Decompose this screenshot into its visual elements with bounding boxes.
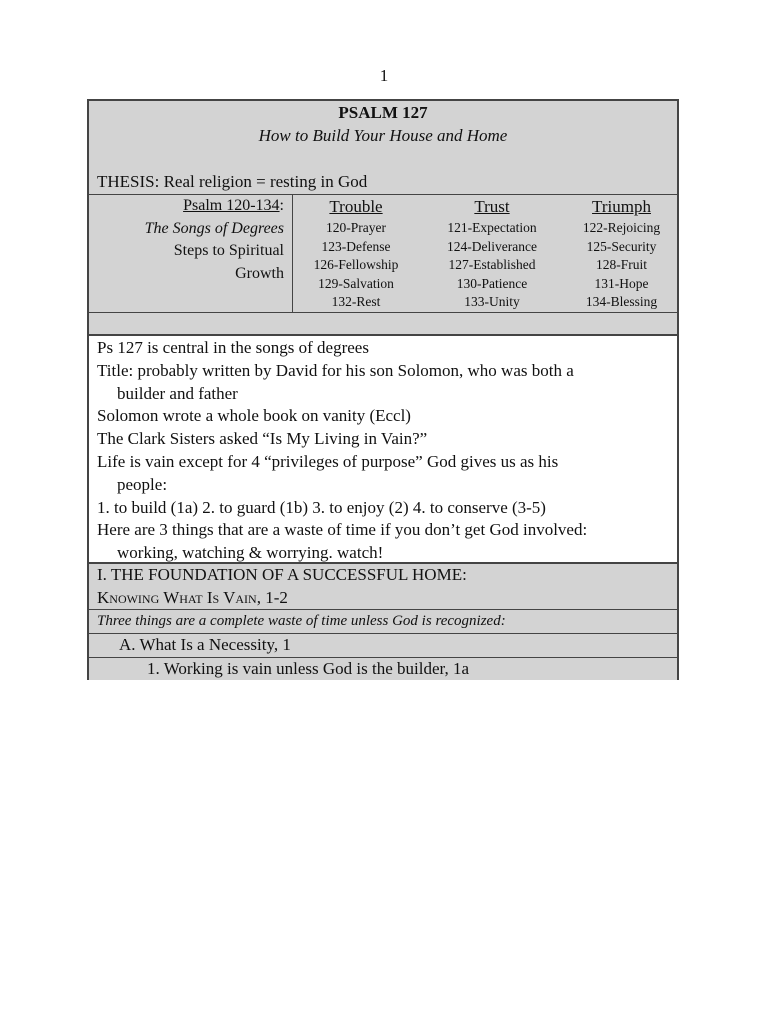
psalm-range: Psalm 120-134 bbox=[183, 197, 280, 214]
list-item: 132-Rest bbox=[331, 294, 381, 310]
list-item: 128-Fruit bbox=[595, 257, 647, 273]
list-item: 126-Fellowship bbox=[313, 257, 399, 273]
spacer-row bbox=[89, 312, 677, 336]
intro-line: Life is vain except for 4 “privileges of purpose” God gives us as his bbox=[97, 451, 559, 471]
intro-notes bbox=[89, 336, 677, 562]
songs-of-degrees-label: The Songs of Degrees bbox=[144, 219, 284, 237]
intro-line: working, watching & worrying. watch! bbox=[117, 543, 384, 563]
intro-line: Here are 3 things that are a waste of time if you don’t get God involved: bbox=[97, 520, 588, 540]
steps-label: Psalm 120-134: The Songs of Degrees Steps to Spiritual Growth bbox=[89, 195, 293, 312]
trust-column bbox=[418, 195, 566, 312]
section-heading bbox=[89, 562, 677, 609]
list-item: 133-Unity bbox=[464, 294, 520, 310]
list-item: 123-Defense bbox=[321, 238, 391, 254]
list-item: 127-Established bbox=[448, 257, 536, 273]
page-number: 1 bbox=[379, 66, 389, 85]
column-heading: Triumph bbox=[592, 197, 651, 216]
list-item: 130-Patience bbox=[456, 275, 528, 291]
page-title: PSALM 127 bbox=[338, 103, 428, 122]
steps-label-line1: Steps to Spiritual bbox=[173, 242, 284, 259]
intro-line: Title: probably written by David for his son Solomon, who was both a bbox=[97, 360, 574, 380]
outline-table bbox=[87, 99, 679, 680]
intro-line: 1. to build (1a) 2. to guard (1b) 3. to enjoy (2) 4. to conserve (3-5) bbox=[97, 497, 546, 517]
table-header bbox=[89, 101, 677, 194]
steps-label-line2: Growth bbox=[235, 264, 284, 282]
intro-line: builder and father bbox=[117, 383, 238, 403]
intro-line: people: bbox=[117, 474, 168, 494]
songs-of-degrees-table bbox=[89, 194, 677, 312]
section-note: Three things are a complete waste of time unless God is recognized: bbox=[89, 609, 677, 633]
thesis-text: THESIS: Real religion = resting in God bbox=[97, 172, 368, 191]
list-item: 120-Prayer bbox=[326, 220, 386, 235]
intro-line: Solomon wrote a whole book on vanity (Eccl) bbox=[97, 406, 411, 426]
column-heading: Trust bbox=[474, 197, 510, 216]
outline-point-a: A. What Is a Necessity, 1 bbox=[89, 633, 677, 657]
intro-line: Ps 127 is central in the songs of degrees bbox=[97, 338, 369, 357]
intro-line: The Clark Sisters asked “Is My Living in Vain?” bbox=[97, 429, 428, 449]
list-item: 122-Rejoicing bbox=[582, 220, 661, 235]
section-subtitle: Knowing What Is Vain, 1-2 bbox=[97, 587, 288, 607]
column-heading: Trouble bbox=[329, 197, 383, 216]
list-item: 129-Salvation bbox=[318, 275, 394, 291]
list-item: 121-Expectation bbox=[447, 220, 537, 235]
trouble-column bbox=[294, 195, 418, 312]
list-item: 125-Security bbox=[586, 238, 657, 254]
section-title: I. THE FOUNDATION OF A SUCCESSFUL HOME: bbox=[97, 565, 467, 584]
list-item: 131-Hope bbox=[594, 275, 649, 291]
list-item: 134-Blessing bbox=[585, 294, 658, 310]
triumph-column bbox=[566, 195, 677, 312]
list-item: 124-Deliverance bbox=[447, 238, 537, 254]
page-subtitle: How to Build Your House and Home bbox=[258, 126, 508, 145]
outline-point-1: 1. Working is vain unless God is the builder, 1a bbox=[89, 657, 677, 680]
